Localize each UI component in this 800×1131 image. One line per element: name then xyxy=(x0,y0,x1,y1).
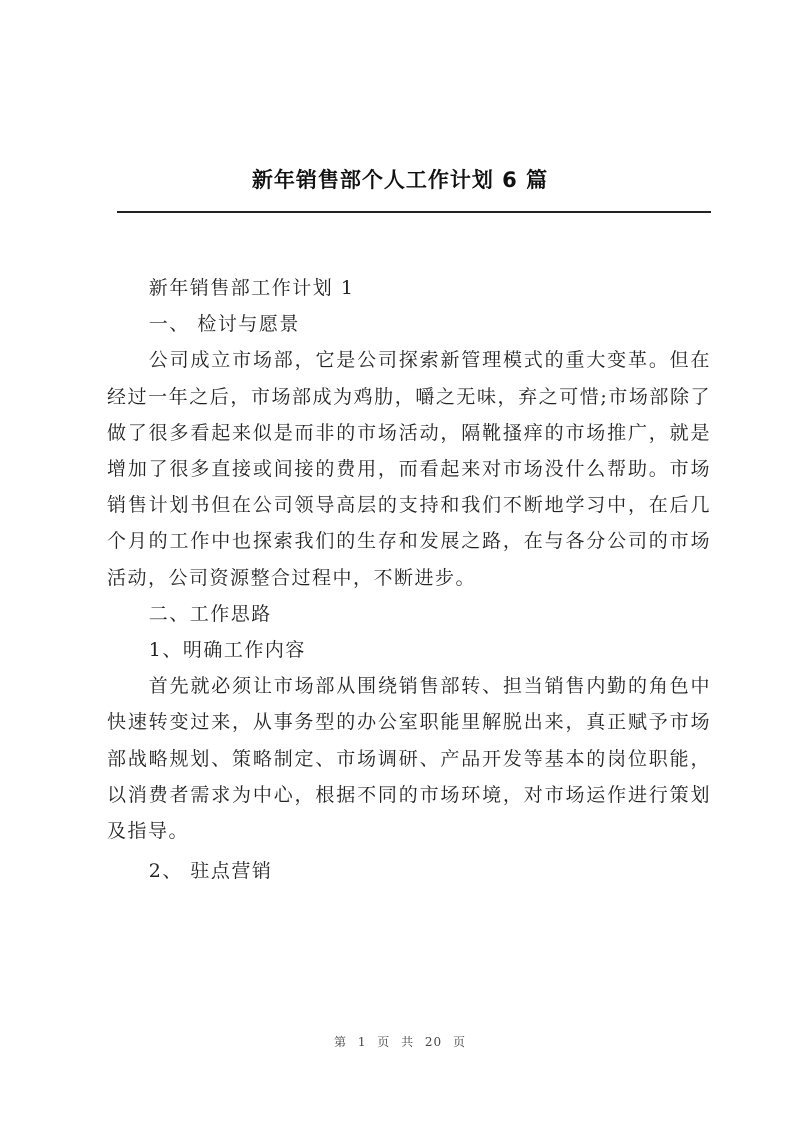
page-footer: 第 1 页 共 20 页 xyxy=(334,1035,466,1049)
subheading: 二、工作思路 xyxy=(148,602,272,625)
document-body xyxy=(107,270,711,889)
title-divider xyxy=(117,211,711,213)
body-paragraph: 公司成立市场部，它是公司探索新管理模式的重大变革。但在经过一年之后，市场部成为鸡肋，嚼之无味，弃之可惜;市场部除了做了很多看起来似是而非的市场活动，隔靴搔痒的市场推广，就是增加了很多直接或间接的费用，而看起来对市场没什么帮助。市场销售计划书但在公司领导高层的支持和我们不断地学习中，在后几个月的工作中也探索我们的生存和发展之路，在与各分公司的市场活动，公司资源整合过程中，不断进步。 xyxy=(107,349,711,589)
subheading: 一、 检讨与愿景 xyxy=(148,313,300,336)
body-paragraph: 首先就必须让市场部从围绕销售部转、担当销售内勤的角色中快速转变过来，从事务型的办公室职能里解脱出来，真正赋予市场部战略规划、策略制定、市场调研、产品开发等基本的岗位职能，以消费者需求为中心，根据不同的市场环境，对市场运作进行策划及指导。 xyxy=(107,675,711,843)
subheading: 2、 驻点营销 xyxy=(148,860,273,883)
subheading: 1、明确工作内容 xyxy=(148,639,306,662)
document-title: 新年销售部个人工作计划 6 篇 xyxy=(251,168,549,192)
section-heading: 新年销售部工作计划 1 xyxy=(148,277,355,299)
